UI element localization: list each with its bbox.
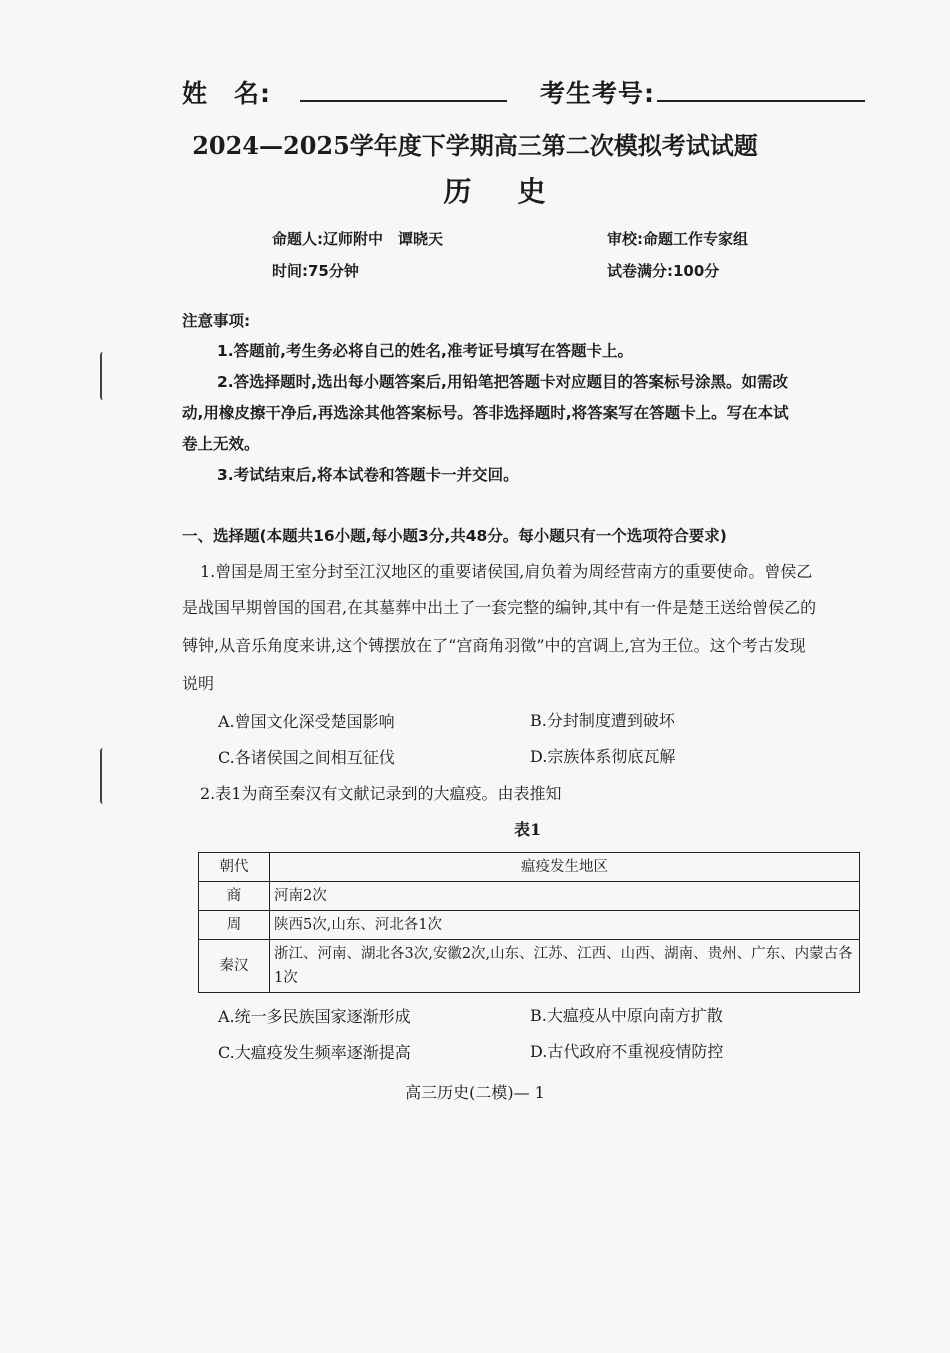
author-info: 命题人:辽师附中 谭晓天	[272, 230, 443, 248]
binding-mark-bottom	[100, 748, 108, 804]
table-cell: 周	[199, 911, 270, 940]
notice-item: 动,用橡皮擦干净后,再选涂其他答案标号。答非选择题时,将答案写在答题卡上。写在本试	[182, 404, 789, 422]
question-2-option-d: D.古代政府不重视疫情防控	[530, 1042, 724, 1061]
table-cell: 河南2次	[270, 882, 860, 911]
name-blank	[300, 100, 507, 102]
question-1-option-c: C.各诸侯国之间相互征伐	[218, 748, 395, 767]
table-caption: 表1	[514, 820, 542, 839]
name-label: 姓 名:	[182, 79, 271, 108]
question-1-option-b: B.分封制度遭到破坏	[530, 711, 675, 730]
table-cell: 浙江、河南、湖北各3次,安徽2次,山东、江苏、江西、山西、湖南、贵州、广东、内蒙古各1次	[270, 940, 860, 993]
score-info: 试卷满分:100分	[607, 262, 720, 280]
question-1-option-d: D.宗族体系彻底瓦解	[530, 747, 676, 766]
subject-title: 历史	[443, 175, 592, 208]
notice-item: 3.考试结束后,将本试卷和答题卡一并交回。	[217, 466, 519, 484]
table-cell: 秦汉	[199, 940, 270, 993]
notice-item: 卷上无效。	[182, 435, 260, 453]
question-1-line: 1.曾国是周王室分封至江汉地区的重要诸侯国,肩负着为周经营南方的重要使命。曾侯乙	[200, 562, 813, 581]
binding-mark-top	[100, 352, 108, 400]
table-header-cell: 瘟疫发生地区	[270, 853, 860, 882]
table-row	[199, 940, 860, 993]
question-1-option-a: A.曾国文化深受楚国影响	[218, 712, 395, 731]
section-title: 一、选择题(本题共16小题,每小题3分,共48分。每小题只有一个选项符合要求)	[182, 527, 727, 545]
exam-title: 2024—2025学年度下学期高三第二次模拟考试试题	[192, 131, 758, 160]
question-1-line: 是战国早期曾国的国君,在其墓葬中出土了一套完整的编钟,其中有一件是楚王送给曾侯乙的	[182, 598, 817, 617]
exam-number-blank	[657, 100, 865, 102]
question-1-line: 说明	[182, 674, 215, 693]
exam-number-label: 考生考号:	[540, 79, 655, 108]
question-2-option-c: C.大瘟疫发生频率逐渐提高	[218, 1043, 411, 1062]
epidemic-table	[198, 852, 860, 993]
table-row	[199, 882, 860, 911]
question-2-stem: 2.表1为商至秦汉有文献记录到的大瘟疫。由表推知	[200, 784, 562, 803]
question-2-option-a: A.统一多民族国家逐渐形成	[218, 1007, 411, 1026]
time-info: 时间:75分钟	[272, 262, 359, 280]
table-header-row	[199, 853, 860, 882]
notice-heading: 注意事项:	[182, 312, 251, 330]
table-row	[199, 911, 860, 940]
table-header-cell: 朝代	[199, 853, 270, 882]
page-footer: 高三历史(二模)— 1	[405, 1083, 545, 1102]
reviewer-info: 审校:命题工作专家组	[607, 230, 748, 248]
table-cell: 陕西5次,山东、河北各1次	[270, 911, 860, 940]
table-cell: 商	[199, 882, 270, 911]
question-1-line: 镈钟,从音乐角度来讲,这个镈摆放在了“宫商角羽徵”中的宫调上,宫为王位。这个考古发现	[182, 636, 806, 655]
notice-item: 2.答选择题时,选出每小题答案后,用铅笔把答题卡对应题目的答案标号涂黑。如需改	[217, 373, 788, 391]
question-2-option-b: B.大瘟疫从中原向南方扩散	[530, 1006, 723, 1025]
notice-item: 1.答题前,考生务必将自己的姓名,准考证号填写在答题卡上。	[217, 342, 633, 360]
